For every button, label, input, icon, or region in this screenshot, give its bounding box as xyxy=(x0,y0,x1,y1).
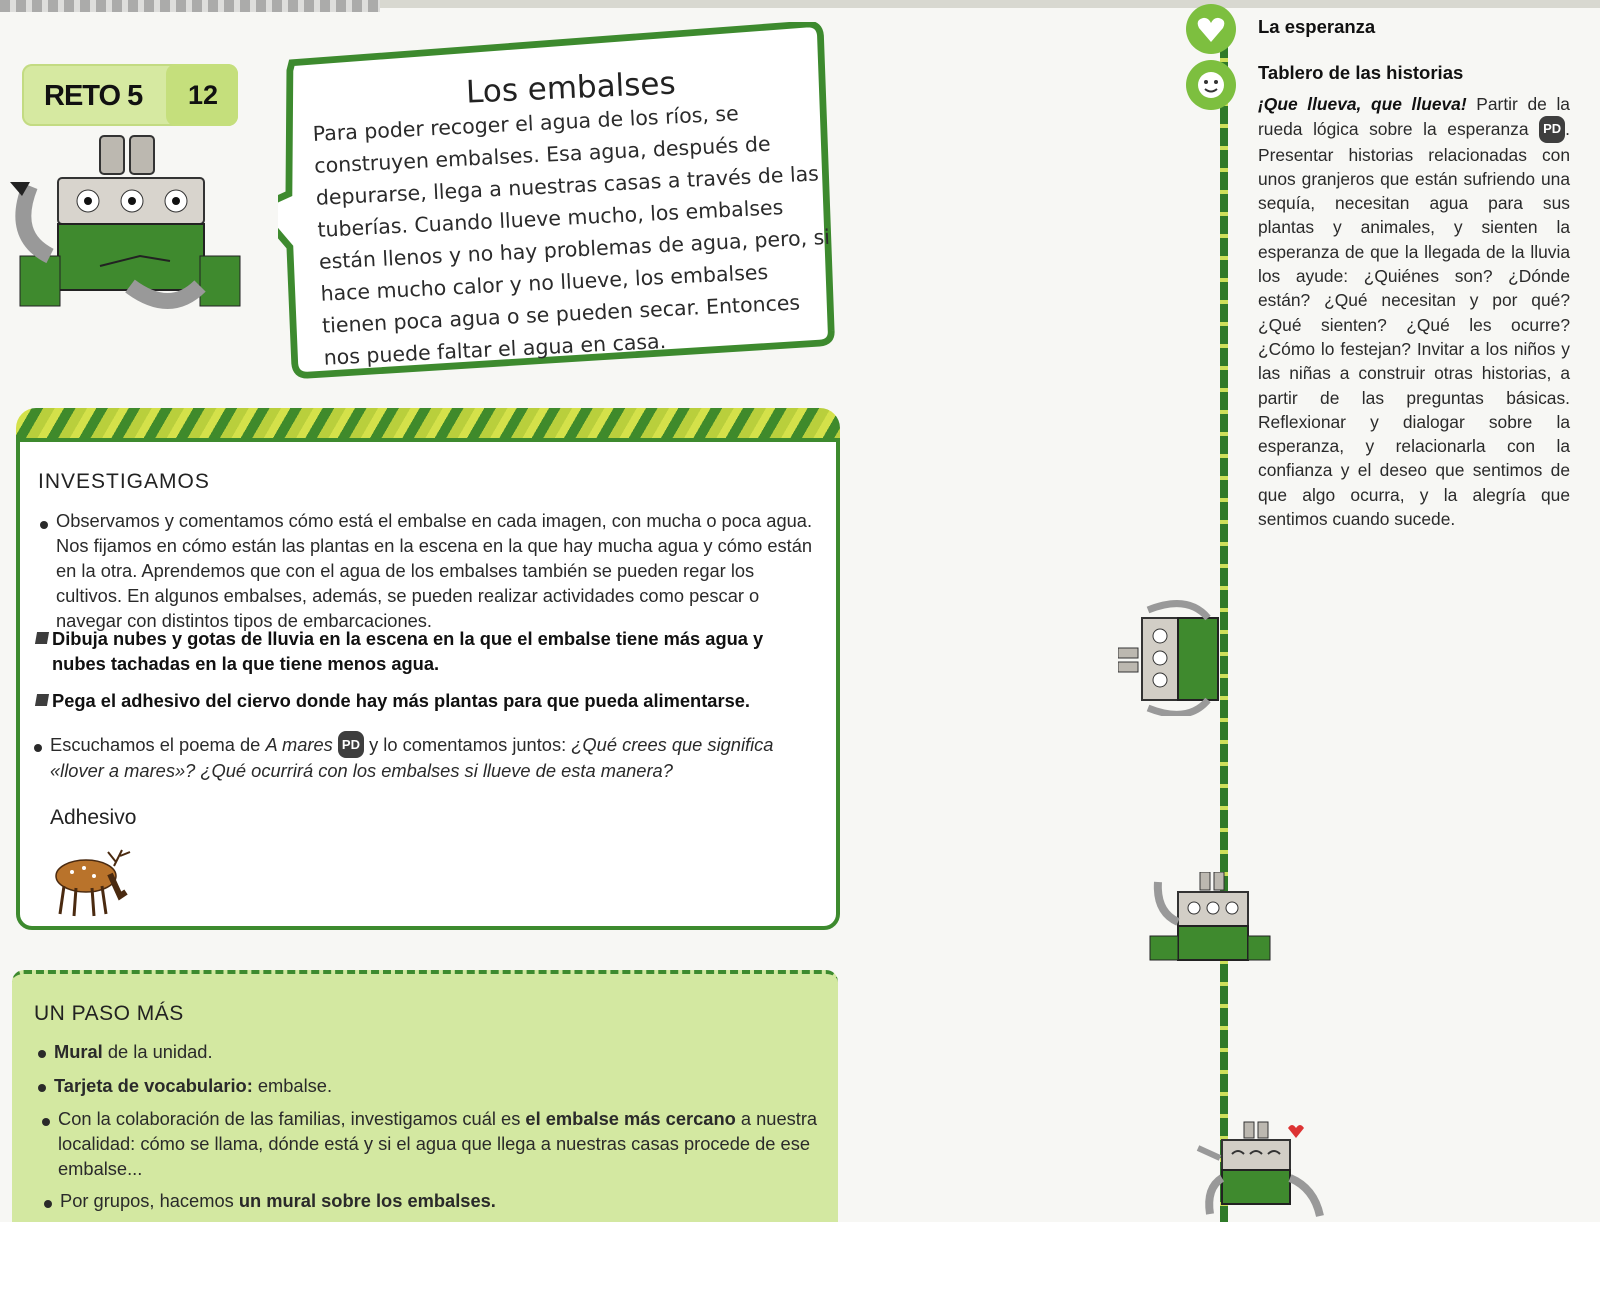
investigamos-paragraph-1: Observamos y comentamos cómo está el embalse en cada imagen, con mucha o poca agua. Nos fijamos en cómo están las plantas en la escena en la que hay mucha agua y cómo están en la otra. Aprendemos que con el agua de los embalses también se pueden regar los cultivos. En algunos embalses, además, se pueden realizar actividades como pescar o navegar con distintos tipos de embarcaciones. xyxy=(56,510,813,631)
adhesivo-label: Adhesivo xyxy=(50,806,137,829)
happy-face-icon xyxy=(1196,68,1226,102)
robot-mascot-illustration xyxy=(0,126,270,326)
right-intro-italic: ¡Que llueva, que llueva! xyxy=(1258,94,1467,114)
poem-title: A mares xyxy=(265,734,333,755)
bullet-icon xyxy=(44,1200,52,1208)
investigamos-task-sticker: Pega el adhesivo del ciervo donde hay más plantas para que pueda alimentarse. xyxy=(52,690,750,711)
square-bullet-icon xyxy=(35,694,49,706)
robot-waving-illustration xyxy=(1148,872,1278,968)
page-bottom-margin xyxy=(0,1222,1600,1305)
investigamos-title: INVESTIGAMOS xyxy=(38,470,210,493)
heart-icon xyxy=(1196,16,1226,44)
page-binding xyxy=(0,0,380,12)
poem-text-c: y lo comentamos juntos: xyxy=(363,734,572,755)
paso-item-mural-text: de la unidad. xyxy=(102,1041,213,1062)
right-column-text xyxy=(1258,92,1570,531)
paso-item-grupos-text: Por grupos, hacemos xyxy=(60,1190,239,1211)
bullet-icon xyxy=(38,1084,46,1092)
robot-climbing-illustration xyxy=(1118,596,1228,716)
paso-item-embalse-bold: el embalse más cercano xyxy=(525,1108,736,1129)
paso-item-mural xyxy=(54,1039,213,1064)
bubble-title: Los embalses xyxy=(465,65,677,111)
poem-text-a: Escuchamos el poema de xyxy=(50,734,266,755)
poem-question: ¿Qué crees que significa «llover a mares»? ¿Qué ocurrirá con los embalses si llueve de esta manera? xyxy=(50,734,774,781)
un-paso-mas-title: UN PASO MÁS xyxy=(34,1002,184,1025)
paso-item-grupos-bold: un mural sobre los embalses. xyxy=(238,1190,496,1211)
bullet-icon xyxy=(42,1118,50,1126)
right-heading-esperanza: La esperanza xyxy=(1258,16,1376,37)
bullet-icon xyxy=(40,521,48,529)
paso-item-embalse xyxy=(58,1106,828,1181)
page-top-shade xyxy=(380,0,1600,8)
paso-item-tarjeta-text: embalse. xyxy=(252,1075,333,1096)
paso-item-embalse-text-b: a nuestra localidad: cómo se llama, dónde está y si el agua que llega a nuestras casas procede de ese embalse... xyxy=(58,1108,818,1179)
right-heading-tablero: Tablero de las historias xyxy=(1258,62,1464,83)
paso-item-tarjeta xyxy=(54,1073,332,1098)
pd-badge-icon: PD xyxy=(338,731,364,758)
right-text-2: . Presentar historias relacionadas con unos granjeros que están sufriendo una sequía, necesitan agua para sus plantas y animales, y sienten la esperanza de que la llegada de la lluvia los ayude: ¿Quiénes son? ¿Dónde están? ¿Qué necesitan y por qué? ¿Qué sienten? ¿Qué les ocurre? ¿Cómo lo festejan? Invitar a los niños y las niñas a construir otras historias, a partir de las preguntas básicas. Reflexionar y dialogar sobre la esperanza, y relacionarla con la confianza y el deseo que sentimos de que algo ocurra, y la alegría que sentimos cuando sucede. xyxy=(1258,119,1570,530)
bubble-text: Para poder recoger el agua de los ríos, se construyen embalses. Esa agua, después de depurarse, llega a nuestras casas a través de las tuberías. Cuando llueve mucho, los embalses están llenos y no hay problemas de agua, pero, si hace mucho calor y no llueve, los embalses tienen poca agua o se pueden secar. Entonces nos puede faltar el agua en casa. xyxy=(312,101,831,370)
paso-item-tarjeta-bold: Tarjeta de vocabulario: xyxy=(54,1075,253,1096)
investigamos-task-draw: Dibuja nubes y gotas de lluvia en la escena en la que el embalse tiene más agua y nubes tachadas en la que tiene menos agua. xyxy=(52,628,764,674)
investigamos-paragraph-poem xyxy=(50,731,822,783)
robot-happy-illustration xyxy=(1196,1118,1326,1218)
right-text-1: Partir de la rueda lógica sobre la esperanza xyxy=(1258,94,1570,140)
paso-item-embalse-text-a: Con la colaboración de las familias, investigamos cuál es xyxy=(58,1108,526,1129)
reto-number: 12 xyxy=(188,80,219,110)
paso-item-mural-bold: Mural xyxy=(54,1041,103,1062)
paso-item-grupos xyxy=(60,1188,496,1213)
bullet-icon xyxy=(34,744,42,752)
reto-label: RETO 5 xyxy=(44,80,143,112)
deer-sticker-illustration xyxy=(50,846,134,918)
pd-badge-icon: PD xyxy=(1539,116,1565,142)
bullet-icon xyxy=(38,1050,46,1058)
square-bullet-icon xyxy=(35,632,49,644)
